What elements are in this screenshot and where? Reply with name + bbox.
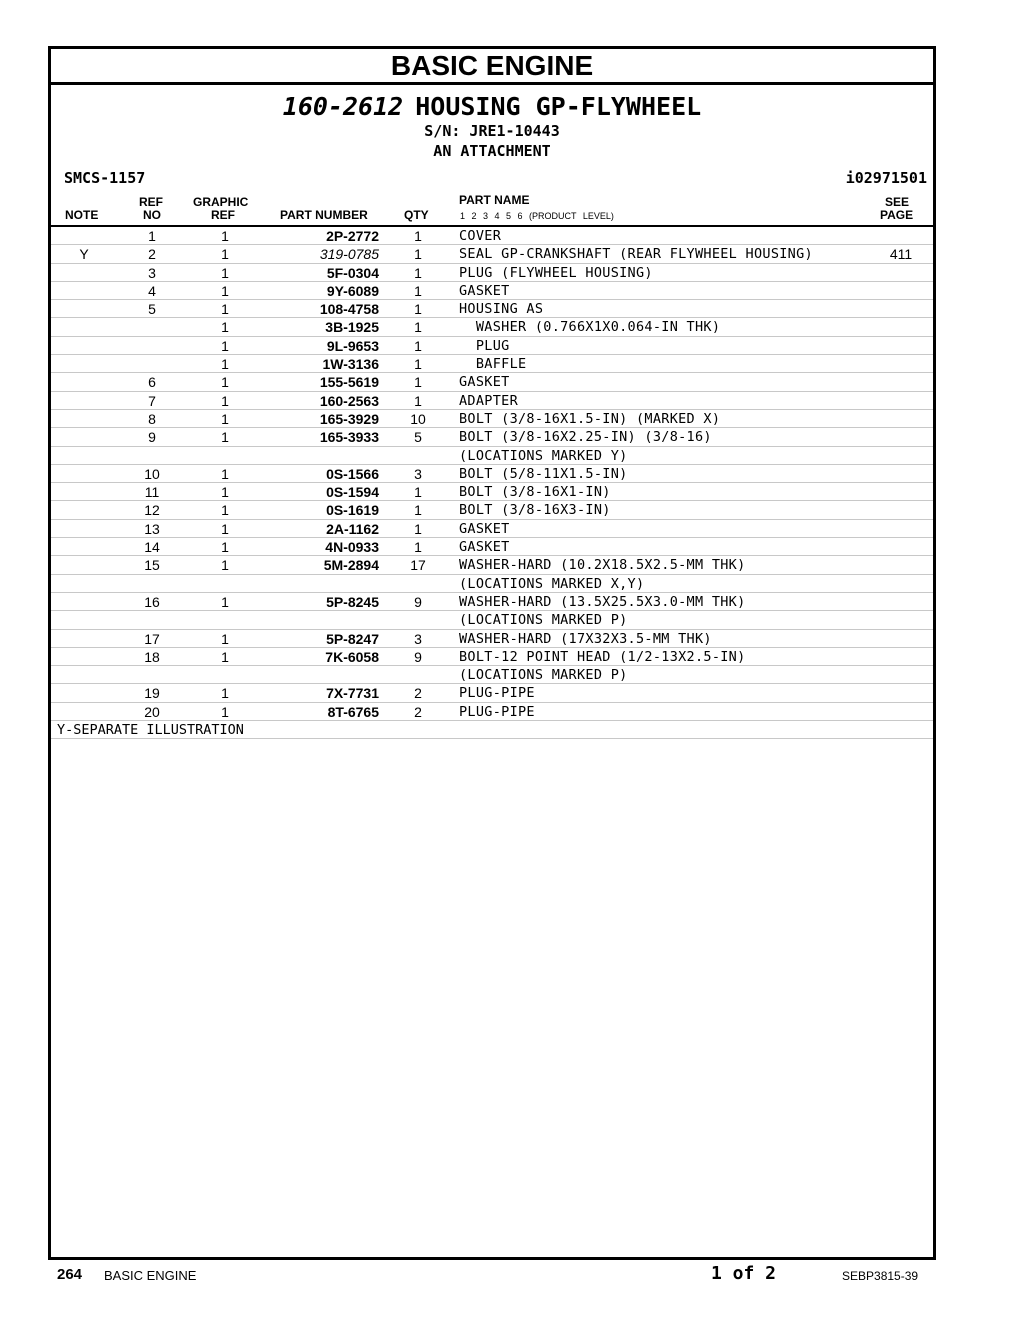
- part-number-cell: 155-5619: [319, 374, 379, 391]
- sheet-indicator: 1 of 2: [711, 1263, 777, 1284]
- part-name-cell: BOLT-12 POINT HEAD (1/2-13X2.5-IN): [459, 648, 746, 665]
- ref-no-cell: 16: [144, 593, 160, 610]
- graphic-ref-cell: 1: [221, 319, 229, 336]
- graphic-ref-cell: 1: [221, 630, 229, 647]
- ref-no-cell: 5: [148, 301, 156, 318]
- part-number-cell: 319-0785: [319, 246, 379, 263]
- graphic-ref-cell: 1: [221, 246, 229, 263]
- part-number-cell: 9Y-6089: [326, 282, 379, 299]
- part-name-cell: COVER: [459, 228, 502, 244]
- table-row: [51, 465, 933, 483]
- qty-cell: 3: [414, 465, 422, 482]
- footer-section: BASIC ENGINE: [104, 1268, 197, 1283]
- table-row: [51, 447, 933, 465]
- qty-cell: 1: [414, 282, 422, 299]
- qty-cell: 1: [414, 484, 422, 501]
- ref-no-cell: 6: [148, 374, 156, 391]
- qty-cell: 1: [414, 392, 422, 409]
- ref-no-cell: 9: [148, 429, 156, 446]
- col-qty: QTY: [404, 208, 429, 222]
- attachment-label: AN ATTACHMENT: [433, 142, 551, 160]
- qty-cell: 3: [414, 630, 422, 647]
- table-row: [51, 373, 933, 391]
- ref-no-cell: 18: [144, 648, 160, 665]
- table-row: [51, 538, 933, 556]
- part-number-cell: 0S-1619: [326, 502, 379, 519]
- part-name-cell: PLUG: [459, 337, 510, 354]
- graphic-ref-cell: 1: [221, 502, 229, 519]
- table-row: [51, 264, 933, 282]
- graphic-ref-cell: 1: [221, 484, 229, 501]
- ref-no-cell: 7: [148, 392, 156, 409]
- column-header: [51, 185, 933, 227]
- part-number-cell: 7K-6058: [325, 648, 379, 665]
- table-row: [51, 245, 933, 263]
- group-name: HOUSING GP-FLYWHEEL: [415, 92, 702, 121]
- qty-cell: 2: [414, 703, 422, 720]
- graphic-ref-cell: 1: [221, 648, 229, 665]
- table-row: [51, 337, 933, 355]
- qty-cell: 1: [414, 337, 422, 354]
- serial-number: S/N: JRE1-10443: [424, 122, 560, 140]
- qty-cell: 1: [414, 319, 422, 336]
- table-row: [51, 501, 933, 519]
- part-name-cell: GASKET: [459, 282, 510, 299]
- table-row: [51, 684, 933, 702]
- ref-no-cell: 17: [144, 630, 160, 647]
- ref-no-cell: 1: [148, 228, 156, 244]
- table-row: [51, 300, 933, 318]
- ref-no-cell: 15: [144, 557, 160, 574]
- part-name-cell: BOLT (3/8-16X3-IN): [459, 502, 611, 519]
- graphic-ref-cell: 1: [221, 703, 229, 720]
- illustration-id: i02971501: [845, 169, 927, 187]
- table-row: [51, 703, 933, 721]
- col-ref-2: NO: [143, 208, 161, 222]
- document-number: SEBP3815-39: [842, 1269, 919, 1283]
- part-name-cell: GASKET: [459, 374, 510, 391]
- table-row: [51, 630, 933, 648]
- part-name-cell: GASKET: [459, 520, 510, 537]
- table-row: [51, 520, 933, 538]
- part-number-cell: 108-4758: [319, 301, 379, 318]
- ref-no-cell: 13: [144, 520, 160, 537]
- col-ref-1: REF: [139, 195, 163, 209]
- col-see-2: PAGE: [880, 208, 914, 222]
- table-row: [51, 611, 933, 629]
- table-row: [51, 575, 933, 593]
- part-name-cell: WASHER-HARD (17X32X3.5-MM THK): [459, 630, 712, 647]
- page-number: 264: [57, 1266, 83, 1283]
- table-row: [51, 410, 933, 428]
- col-see-1: SEE: [885, 195, 910, 209]
- ref-no-cell: 14: [144, 539, 160, 556]
- graphic-ref-cell: 1: [221, 301, 229, 318]
- ref-no-cell: 2: [148, 246, 156, 263]
- page-footer: [0, 1263, 1020, 1290]
- qty-cell: 9: [414, 648, 422, 665]
- graphic-ref-cell: 1: [221, 465, 229, 482]
- ref-no-cell: 20: [144, 703, 160, 720]
- ref-no-cell: 19: [144, 685, 160, 702]
- table-row: [51, 282, 933, 300]
- part-name-cell: BOLT (3/8-16X2.25-IN) (3/8-16): [459, 429, 712, 446]
- part-name-cell: ADAPTER: [459, 392, 518, 409]
- table-row: [51, 355, 933, 373]
- qty-cell: 1: [414, 246, 422, 263]
- section-banner: BASIC ENGINE: [51, 49, 933, 85]
- qty-cell: 1: [414, 502, 422, 519]
- part-name-cell: PLUG-PIPE: [459, 703, 535, 720]
- graphic-ref-cell: 1: [221, 228, 229, 244]
- part-name-cell: BOLT (5/8-11X1.5-IN): [459, 465, 628, 482]
- qty-cell: 10: [410, 410, 426, 427]
- part-number-cell: 160-2563: [319, 392, 379, 409]
- page-frame: [48, 46, 936, 1260]
- graphic-ref-cell: 1: [221, 356, 229, 373]
- graphic-ref-cell: 1: [221, 557, 229, 574]
- qty-cell: 1: [414, 228, 422, 244]
- qty-cell: 1: [414, 520, 422, 537]
- part-number-cell: 0S-1566: [326, 465, 379, 482]
- note-cell: Y: [79, 246, 89, 263]
- part-name-cell: SEAL GP-CRANKSHAFT (REAR FLYWHEEL HOUSING): [459, 246, 813, 263]
- part-number-cell: 0S-1594: [326, 484, 379, 501]
- part-name-cell: (LOCATIONS MARKED X,Y): [459, 575, 645, 592]
- part-name-cell: WASHER (0.766X1X0.064-IN THK): [459, 319, 721, 336]
- part-number-cell: 5P-8247: [326, 630, 379, 647]
- qty-cell: 1: [414, 301, 422, 318]
- col-note: NOTE: [65, 208, 99, 222]
- part-number-cell: 2P-2772: [326, 228, 379, 244]
- parts-list: [51, 227, 933, 721]
- table-row: [51, 483, 933, 501]
- part-number-cell: 4N-0933: [325, 539, 379, 556]
- part-name-cell: BOLT (3/8-16X1.5-IN) (MARKED X): [459, 410, 721, 427]
- table-row: [51, 318, 933, 336]
- graphic-ref-cell: 1: [221, 593, 229, 610]
- part-number-cell: 5F-0304: [326, 264, 379, 281]
- col-gref-2: REF: [211, 208, 235, 222]
- graphic-ref-cell: 1: [221, 282, 229, 299]
- part-name-cell: (LOCATIONS MARKED P): [459, 612, 628, 629]
- col-part-number: PART NUMBER: [280, 208, 368, 222]
- part-name-cell: WASHER-HARD (10.2X18.5X2.5-MM THK): [459, 557, 746, 574]
- ref-no-cell: 11: [144, 484, 160, 501]
- table-row: [51, 666, 933, 684]
- part-name-cell: BOLT (3/8-16X1-IN): [459, 484, 611, 501]
- qty-cell: 2: [414, 685, 422, 702]
- group-part-number: 160-2612: [282, 92, 404, 121]
- part-name-cell: WASHER-HARD (13.5X25.5X3.0-MM THK): [459, 593, 746, 610]
- ref-no-cell: 10: [144, 465, 160, 482]
- table-row: [51, 227, 933, 245]
- graphic-ref-cell: 1: [221, 410, 229, 427]
- graphic-ref-cell: 1: [221, 685, 229, 702]
- part-name-cell: (LOCATIONS MARKED Y): [459, 447, 628, 464]
- graphic-ref-cell: 1: [221, 520, 229, 537]
- part-name-cell: PLUG (FLYWHEEL HOUSING): [459, 264, 653, 281]
- part-number-cell: 3B-1925: [325, 319, 379, 336]
- qty-cell: 1: [414, 539, 422, 556]
- part-name-cell: (LOCATIONS MARKED P): [459, 667, 628, 684]
- smcs-code: SMCS-1157: [64, 169, 146, 187]
- table-row: [51, 428, 933, 446]
- graphic-ref-cell: 1: [221, 539, 229, 556]
- part-name-cell: GASKET: [459, 539, 510, 556]
- table-row: [51, 556, 933, 574]
- part-number-cell: 165-3933: [319, 429, 379, 446]
- part-number-cell: 1W-3136: [322, 356, 379, 373]
- group-header: [51, 85, 933, 185]
- group-title: [51, 92, 933, 121]
- ref-no-cell: 3: [148, 264, 156, 281]
- ref-no-cell: 12: [144, 502, 160, 519]
- part-number-cell: 9L-9653: [326, 337, 379, 354]
- part-number-cell: 2A-1162: [326, 520, 379, 537]
- graphic-ref-cell: 1: [221, 374, 229, 391]
- ref-no-cell: 4: [148, 282, 156, 299]
- graphic-ref-cell: 1: [221, 392, 229, 409]
- graphic-ref-cell: 1: [221, 429, 229, 446]
- part-number-cell: 165-3929: [319, 410, 379, 427]
- part-name-cell: BAFFLE: [459, 356, 527, 373]
- qty-cell: 1: [414, 356, 422, 373]
- table-row: [51, 392, 933, 410]
- qty-cell: 1: [414, 374, 422, 391]
- col-part-name: PART NAME: [459, 193, 530, 207]
- col-product-levels: 1 2 3 4 5 6 (PRODUCT LEVEL): [460, 211, 614, 221]
- col-gref-1: GRAPHIC: [193, 195, 249, 209]
- qty-cell: 1: [414, 264, 422, 281]
- table-row: [51, 593, 933, 611]
- part-number-cell: 7X-7731: [326, 685, 379, 702]
- qty-cell: 9: [414, 593, 422, 610]
- table-row: [51, 648, 933, 666]
- ref-no-cell: 8: [148, 410, 156, 427]
- qty-cell: 17: [410, 557, 426, 574]
- part-name-cell: HOUSING AS: [459, 301, 544, 318]
- qty-cell: 5: [414, 429, 422, 446]
- footnote: Y-SEPARATE ILLUSTRATION: [51, 721, 933, 739]
- part-number-cell: 5P-8245: [326, 593, 379, 610]
- graphic-ref-cell: 1: [221, 337, 229, 354]
- graphic-ref-cell: 1: [221, 264, 229, 281]
- part-name-cell: PLUG-PIPE: [459, 685, 535, 702]
- part-number-cell: 8T-6765: [327, 703, 379, 720]
- part-number-cell: 5M-2894: [323, 557, 379, 574]
- see-page-cell: 411: [889, 246, 913, 263]
